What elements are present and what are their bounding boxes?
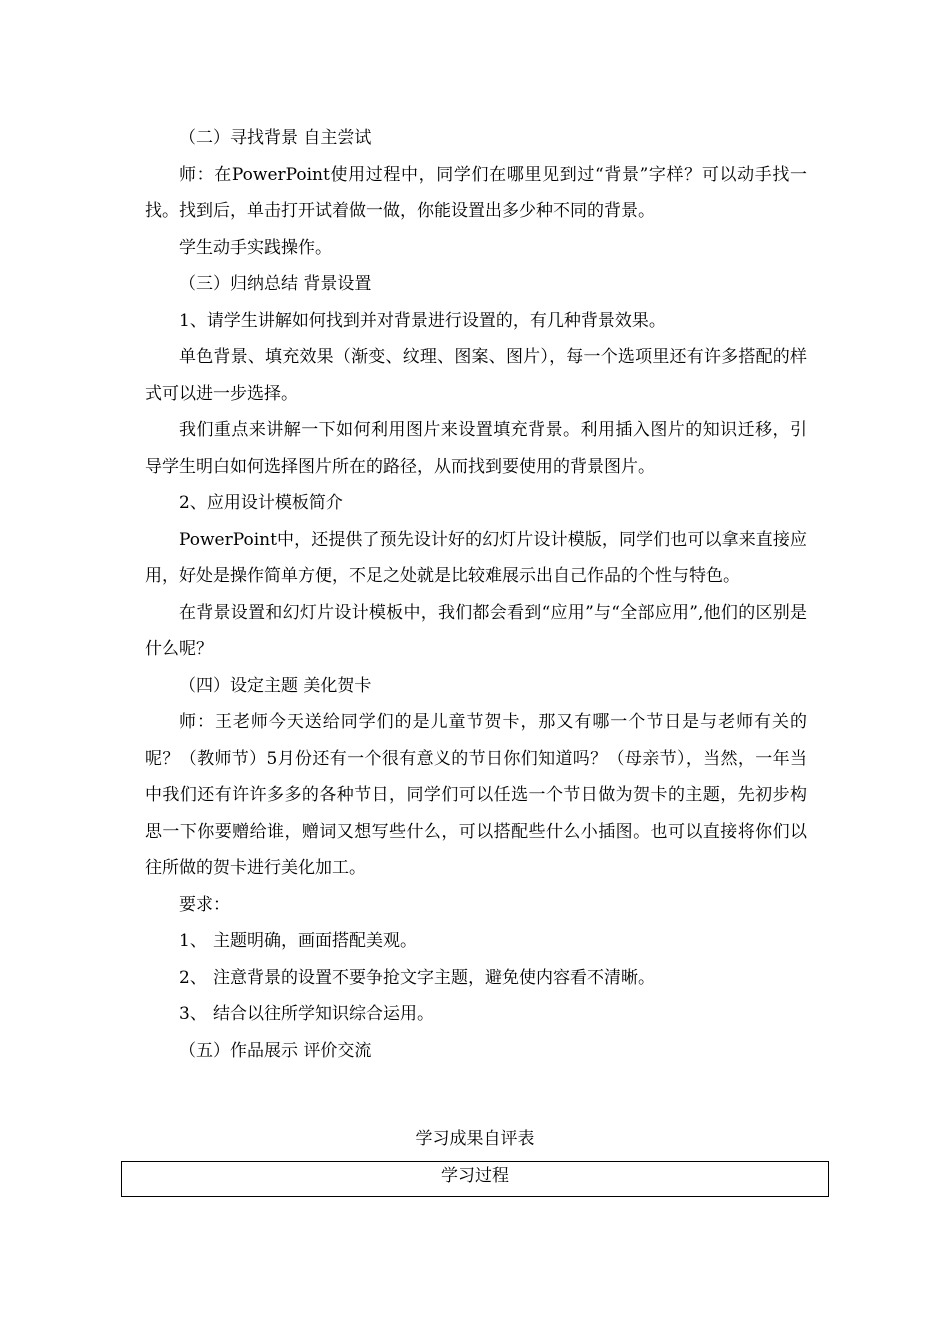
- requirement-text: 主题明确，画面搭配美观。: [213, 931, 417, 951]
- paragraph: 在背景设置和幻灯片设计模板中，我们都会看到“应用”与“全部应用”,他们的区别是什么呢？: [145, 602, 807, 659]
- paragraph: 师：王老师今天送给同学们的是儿童节贺卡，那又有哪一个节日是与老师有关的呢？（教师节）5月份还有一个很有意义的节日你们知道吗？（母亲节），当然，一年当中我们还有许许多多的各种节日，同学们可以任选一个节日做为贺卡的主题，先初步构思一下你要赠给谁，赠词又想写些什么，可以搭配些什么小插图。也可以直接将你们以往所做的贺卡进行美化加工。: [145, 712, 807, 878]
- paragraph: 我们重点来讲解一下如何利用图片来设置填充背景。利用插入图片的知识迁移，引导学生明白如何选择图片所在的路径，从而找到要使用的背景图片。: [145, 420, 807, 477]
- section-heading-5: （五）作品展示 评价交流: [179, 1040, 372, 1061]
- requirement-number: 3、: [179, 1004, 207, 1024]
- table-header-cell: 学习过程: [441, 1166, 509, 1186]
- paragraph: 1、请学生讲解如何找到并对背景进行设置的，有几种背景效果。: [179, 310, 666, 331]
- document-body: [145, 120, 807, 1069]
- section-heading-4: （四）设定主题 美化贺卡: [179, 675, 372, 696]
- table-title: 学习成果自评表: [415, 1129, 535, 1149]
- paragraph: PowerPoint中，还提供了预先设计好的幻灯片设计模版，同学们也可以拿来直接应用，好处是操作简单方便，不足之处就是比较难展示出自己作品的个性与特色。: [145, 529, 807, 586]
- paragraph: 单色背景、填充效果（渐变、纹理、图案、图片），每一个选项里还有许多搭配的样式可以进一步选择。: [145, 347, 807, 404]
- requirement-text: 注意背景的设置不要争抢文字主题，避免使内容看不清晰。: [213, 967, 655, 988]
- requirement-number: 1、: [179, 931, 207, 951]
- requirement-item: [145, 960, 807, 997]
- paragraph: 学生动手实践操作。: [179, 237, 332, 258]
- requirement-text: 结合以往所学知识综合运用。: [213, 1004, 434, 1024]
- requirement-number: 2、: [179, 967, 207, 988]
- paragraph: 师：在PowerPoint使用过程中，同学们在哪里见到过“背景”字样？可以动手找一找。找到后，单击打开试着做一做，你能设置出多少种不同的背景。: [145, 164, 807, 221]
- self-evaluation-table: [121, 1161, 829, 1197]
- requirement-item: [145, 996, 807, 1033]
- section-heading-2: （二）寻找背景 自主尝试: [179, 128, 372, 148]
- paragraph: 要求：: [179, 894, 230, 915]
- requirement-item: [145, 923, 807, 960]
- section-heading-3: （三）归纳总结 背景设置: [179, 274, 372, 294]
- paragraph: 2、应用设计模板简介: [179, 493, 343, 513]
